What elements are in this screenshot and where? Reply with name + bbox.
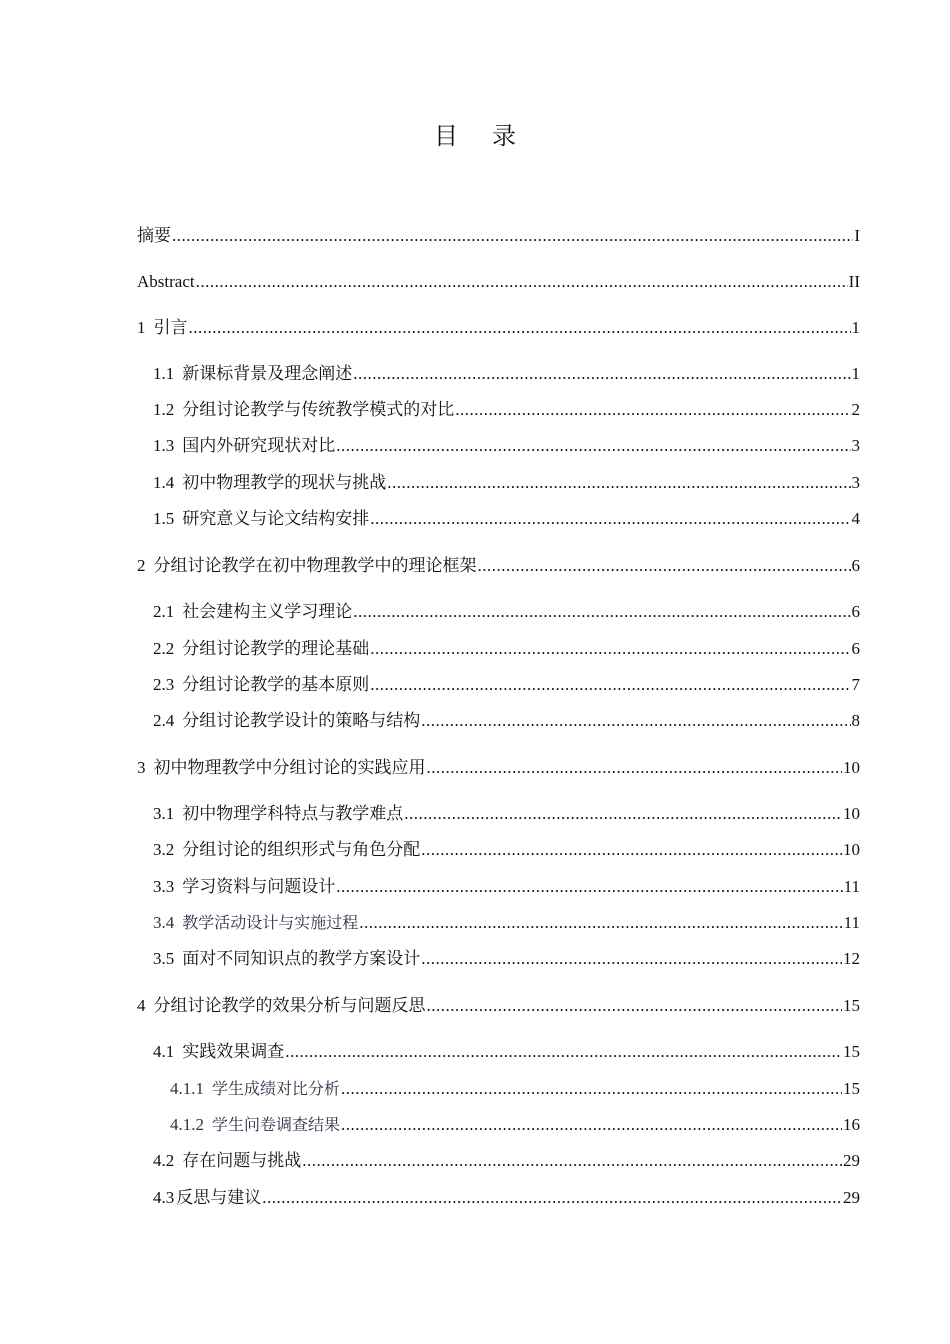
toc-entry-page: 3 bbox=[851, 473, 860, 492]
dot-leader bbox=[370, 508, 850, 530]
toc-entry-page: 6 bbox=[851, 639, 860, 658]
toc-entry-page: 12 bbox=[843, 949, 860, 968]
toc-entry-page: 4 bbox=[851, 509, 860, 528]
dot-leader bbox=[455, 399, 850, 421]
toc-entry[interactable] bbox=[153, 876, 860, 898]
toc-entry[interactable] bbox=[153, 839, 860, 861]
toc-entry[interactable] bbox=[153, 803, 860, 825]
toc-entry-number: 4 bbox=[137, 996, 146, 1015]
toc-entry-number: 4.2 bbox=[153, 1151, 175, 1170]
toc-entry[interactable] bbox=[137, 995, 860, 1017]
toc-entry-number: 4.3 bbox=[153, 1188, 175, 1207]
toc-entry-title: 分组讨论教学的效果分析与问题反思 bbox=[153, 996, 426, 1015]
toc-entry-title: 分组讨论教学与传统教学模式的对比 bbox=[182, 400, 455, 419]
toc-entry-number: 3 bbox=[137, 758, 146, 777]
dot-leader bbox=[353, 601, 850, 623]
toc-entry-title: 摘要 bbox=[137, 226, 171, 245]
dot-leader bbox=[262, 1187, 842, 1209]
dot-leader bbox=[336, 435, 850, 457]
toc-entry-page: 11 bbox=[843, 877, 860, 896]
toc-entry-page: 3 bbox=[851, 436, 860, 455]
toc-entry-title: 面对不同知识点的教学方案设计 bbox=[182, 949, 421, 968]
dot-leader bbox=[196, 271, 848, 293]
toc-entry-title: 反思与建议 bbox=[176, 1188, 262, 1207]
toc-entry[interactable] bbox=[153, 674, 860, 696]
toc-entry[interactable] bbox=[153, 912, 860, 934]
dot-leader bbox=[341, 1114, 842, 1136]
dot-leader bbox=[172, 225, 853, 247]
dot-leader bbox=[387, 472, 850, 494]
dot-leader bbox=[370, 674, 850, 696]
toc-entry-page: 1 bbox=[851, 364, 860, 383]
toc-entry-number: 2.3 bbox=[153, 675, 175, 694]
toc-entry-page: 16 bbox=[843, 1115, 860, 1134]
toc-entry-title: 研究意义与论文结构安排 bbox=[182, 509, 370, 528]
dot-leader bbox=[370, 638, 850, 660]
toc-entry-title: 学生成绩对比分析 bbox=[212, 1079, 341, 1098]
dot-leader bbox=[427, 995, 843, 1017]
toc-entry[interactable] bbox=[153, 601, 860, 623]
toc-entry[interactable] bbox=[170, 1114, 860, 1136]
toc-entry-page: 2 bbox=[851, 400, 860, 419]
toc-entry-title: Abstract bbox=[137, 272, 195, 291]
toc-entry-title: 初中物理学科特点与教学难点 bbox=[182, 804, 404, 823]
toc-entry-number: 3.4 bbox=[153, 913, 175, 932]
dot-leader bbox=[359, 912, 842, 934]
toc-entry[interactable] bbox=[153, 399, 860, 421]
toc-entry-page: II bbox=[848, 272, 860, 291]
toc-entry-page: 6 bbox=[851, 602, 860, 621]
dot-leader bbox=[302, 1150, 842, 1172]
toc-entry[interactable] bbox=[153, 435, 860, 457]
toc-entry-title: 引言 bbox=[153, 318, 188, 337]
toc-entry-number: 3.5 bbox=[153, 949, 175, 968]
toc-entry-page: 8 bbox=[851, 711, 860, 730]
page-title: 目 录 bbox=[434, 124, 530, 150]
toc-entry-page: 7 bbox=[851, 675, 860, 694]
toc-entry-number: 2.2 bbox=[153, 639, 175, 658]
toc-entry[interactable] bbox=[153, 638, 860, 660]
toc-entry-page: 6 bbox=[851, 556, 860, 575]
toc-entry-title: 初中物理教学的现状与挑战 bbox=[182, 473, 387, 492]
toc-entry-title: 分组讨论教学的基本原则 bbox=[182, 675, 370, 694]
toc-entry-title: 分组讨论教学的理论基础 bbox=[182, 639, 370, 658]
dot-leader bbox=[285, 1041, 842, 1063]
toc-entry-title: 存在问题与挑战 bbox=[182, 1151, 302, 1170]
toc-entry-number: 2.4 bbox=[153, 711, 175, 730]
toc-entry-page: 10 bbox=[843, 840, 860, 859]
toc-entry-number: 1 bbox=[137, 318, 146, 337]
toc-entry-page: 29 bbox=[843, 1188, 860, 1207]
dot-leader bbox=[341, 1078, 842, 1100]
dot-leader bbox=[421, 839, 842, 861]
toc-entry-number: 2 bbox=[137, 556, 146, 575]
dot-leader bbox=[353, 363, 850, 385]
dot-leader bbox=[421, 710, 850, 732]
toc-entry-page: 10 bbox=[843, 758, 860, 777]
toc-entry-title: 分组讨论教学在初中物理教学中的理论框架 bbox=[153, 556, 477, 575]
dot-leader bbox=[478, 555, 851, 577]
toc-entry[interactable] bbox=[137, 225, 860, 247]
toc-entry-number: 3.1 bbox=[153, 804, 175, 823]
toc-entry[interactable] bbox=[153, 710, 860, 732]
toc-entry-title: 实践效果调查 bbox=[182, 1042, 285, 1061]
toc-entry-page: 15 bbox=[843, 1079, 860, 1098]
toc-entry-number: 1.5 bbox=[153, 509, 175, 528]
toc-entry-number: 1.3 bbox=[153, 436, 175, 455]
dot-leader bbox=[404, 803, 842, 825]
toc-entry[interactable] bbox=[153, 472, 860, 494]
toc-entry-page: I bbox=[854, 226, 860, 245]
toc-entry-number: 1.2 bbox=[153, 400, 175, 419]
toc-entry-page: 11 bbox=[843, 913, 860, 932]
toc-entry-number: 2.1 bbox=[153, 602, 175, 621]
toc-entry-page: 10 bbox=[843, 804, 860, 823]
toc-entry[interactable] bbox=[153, 1187, 860, 1209]
toc-entry-page: 15 bbox=[843, 1042, 860, 1061]
toc-entry-title: 教学活动设计与实施过程 bbox=[182, 913, 359, 932]
toc-entry-title: 初中物理教学中分组讨论的实践应用 bbox=[153, 758, 426, 777]
toc-entry[interactable] bbox=[137, 757, 860, 779]
toc-entry[interactable] bbox=[153, 1150, 860, 1172]
toc-entry[interactable] bbox=[137, 555, 860, 577]
toc-entry-page: 1 bbox=[851, 318, 860, 337]
toc-entry-title: 分组讨论的组织形式与角色分配 bbox=[182, 840, 421, 859]
toc-entry[interactable] bbox=[153, 508, 860, 530]
toc-entry[interactable] bbox=[137, 317, 860, 339]
toc-entry-number: 1.4 bbox=[153, 473, 175, 492]
toc-entry-title: 分组讨论教学设计的策略与结构 bbox=[182, 711, 421, 730]
toc-entry-title: 国内外研究现状对比 bbox=[182, 436, 336, 455]
toc-entry[interactable] bbox=[153, 1041, 860, 1063]
dot-leader bbox=[427, 757, 843, 779]
toc-entry-title: 新课标背景及理念阐述 bbox=[182, 364, 353, 383]
toc-entry-title: 学习资料与问题设计 bbox=[182, 877, 336, 896]
dot-leader bbox=[189, 317, 851, 339]
toc-entry-number: 1.1 bbox=[153, 364, 175, 383]
dot-leader bbox=[421, 948, 842, 970]
toc-entry-title: 学生问卷调查结果 bbox=[212, 1115, 341, 1134]
toc-entry-title: 社会建构主义学习理论 bbox=[182, 602, 353, 621]
toc-entry-number: 4.1.2 bbox=[170, 1115, 204, 1134]
toc-entry[interactable] bbox=[137, 271, 860, 293]
toc-entry-number: 4.1 bbox=[153, 1042, 175, 1061]
toc-entry[interactable] bbox=[170, 1078, 860, 1100]
toc-entry-number: 4.1.1 bbox=[170, 1079, 204, 1098]
toc-entry[interactable] bbox=[153, 363, 860, 385]
toc-entry-number: 3.2 bbox=[153, 840, 175, 859]
toc-entry-page: 29 bbox=[843, 1151, 860, 1170]
toc-entry-number: 3.3 bbox=[153, 877, 175, 896]
dot-leader bbox=[336, 876, 842, 898]
toc-entry[interactable] bbox=[153, 948, 860, 970]
toc-entry-page: 15 bbox=[843, 996, 860, 1015]
